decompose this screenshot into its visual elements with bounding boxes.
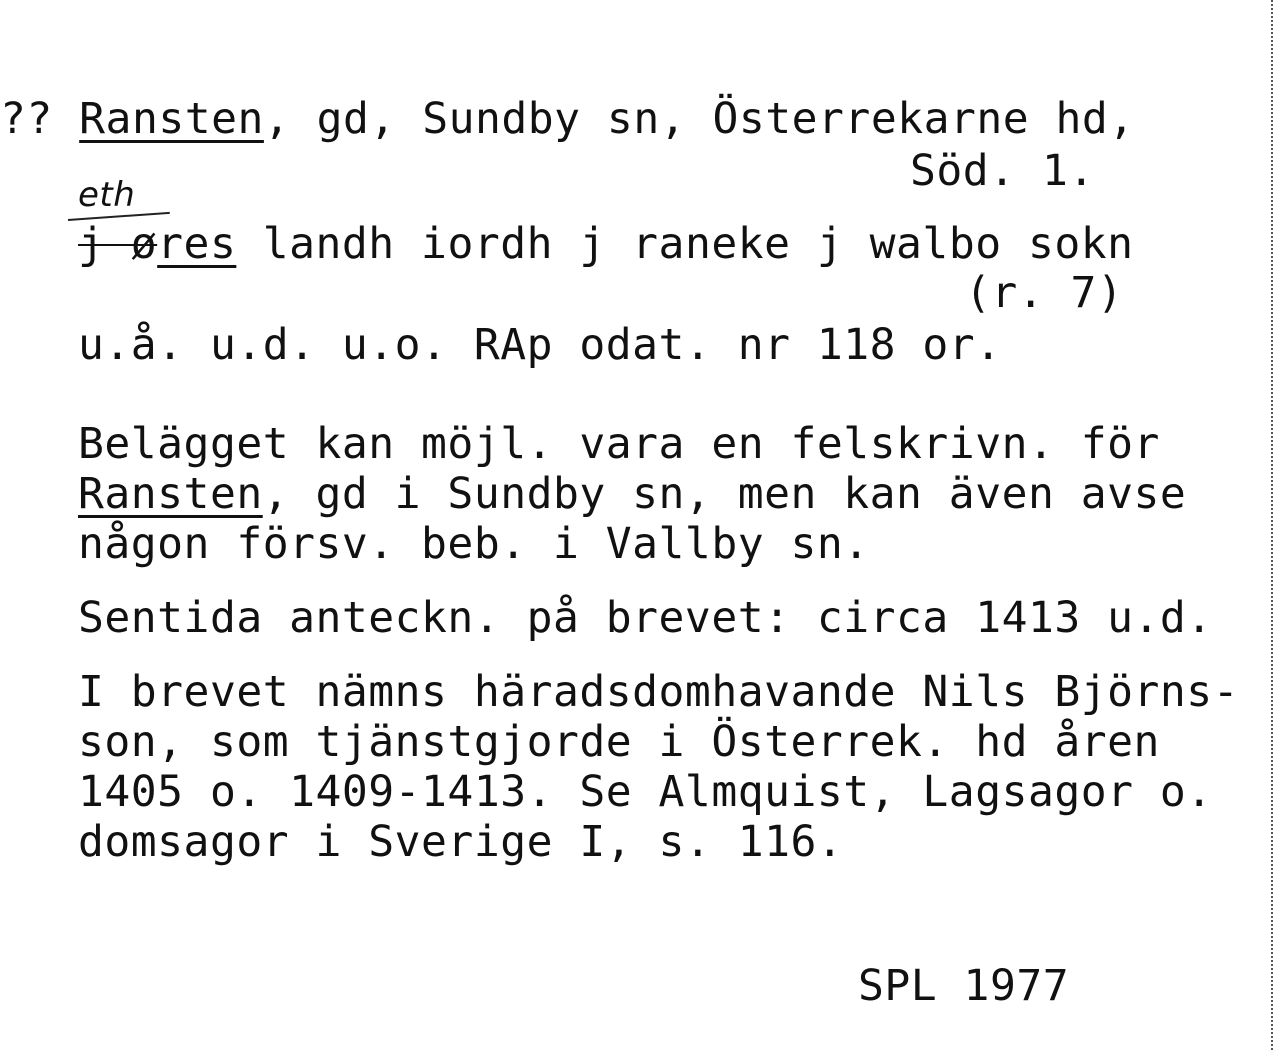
struck-text: j ø: [78, 219, 158, 269]
region-code: Söd. 1.: [910, 146, 1095, 196]
uncertain-mark: ??: [0, 94, 53, 144]
heading-location: , gd, Sundby sn, Österrekarne hd,: [263, 94, 1135, 144]
paragraph-3-line-2: son, som tjänstgjorde i Österrek. hd åren: [78, 717, 1160, 767]
paragraph-2: Sentida anteckn. på brevet: circa 1413 u.d.: [78, 593, 1213, 643]
entry-heading-line: [0, 94, 1135, 144]
paragraph-1-line-1: Belägget kan möjl. vara en felskrivn. för: [78, 419, 1160, 469]
headword: Ransten: [79, 94, 264, 144]
quote-text: landh iordh j raneke j walbo sokn: [236, 219, 1134, 269]
quote-line: [78, 219, 1134, 269]
handwritten-correction: eth: [78, 175, 136, 215]
card-edge: [1271, 0, 1273, 1050]
reference-number: (r. 7): [965, 268, 1124, 318]
underlined-text: res: [157, 219, 237, 269]
paragraph-3-line-3: 1405 o. 1409-1413. Se Almquist, Lagsagor o.: [78, 767, 1213, 817]
paragraph-1-line-2-rest: , gd i Sundby sn, men kan även avse: [262, 469, 1187, 519]
paragraph-3-line-1: I brevet nämns häradsdomhavande Nils Björns-: [78, 667, 1240, 717]
source-line: u.å. u.d. u.o. RAp odat. nr 118 or.: [78, 320, 1002, 370]
paragraph-1-line-3: någon försv. beb. i Vallby sn.: [78, 519, 870, 569]
paragraph-1-line-2: [78, 469, 1187, 519]
paragraph-3-line-4: domsagor i Sverige I, s. 116.: [78, 817, 844, 867]
signature: SPL 1977: [858, 961, 1070, 1011]
headword-repeat: Ransten: [78, 469, 263, 519]
